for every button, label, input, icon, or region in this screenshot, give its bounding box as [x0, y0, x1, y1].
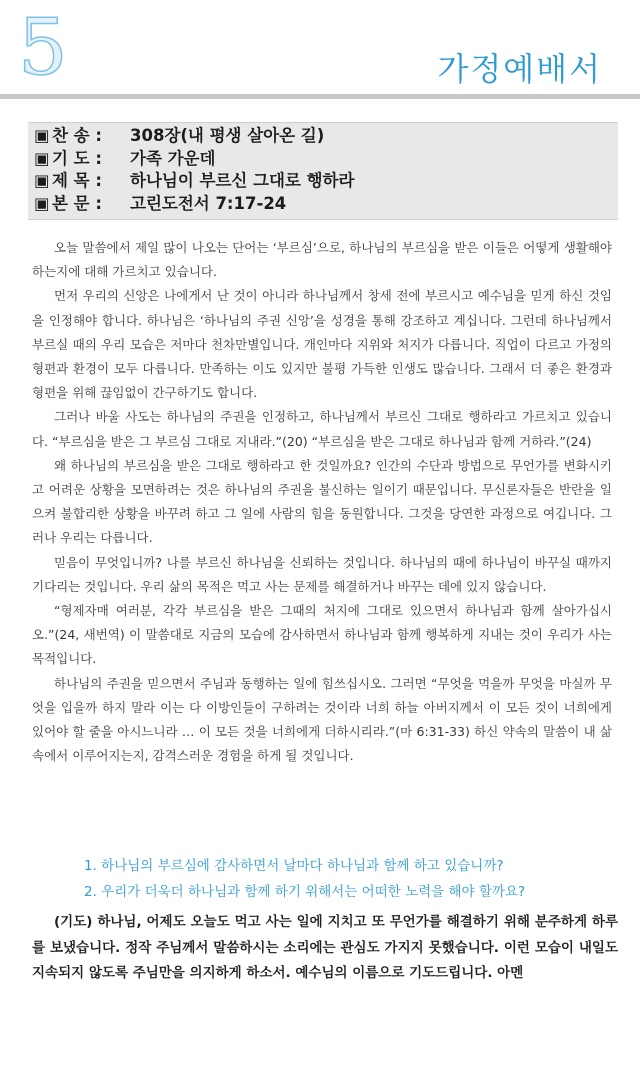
closing-prayer: (기도) 하나님, 어제도 오늘도 먹고 사는 일에 지치고 또 무언가를 해결하기 위해 분주하게 하루를 보냈습니다. 정작 주님께서 말씀하시는 소리에는 관심도 가지지 못했습니다. 이런 모습이 내일도 지속되지 않도록 주님만을 의지하게 하소서. 예수님의 이름으로 기도드립니다. 아멘: [32, 914, 618, 981]
info-row-title: [34, 170, 618, 193]
worship-info-box: [28, 122, 618, 220]
header-divider: [0, 94, 640, 99]
body-paragraph: 먼저 우리의 신앙은 나에게서 난 것이 아니라 하나님께서 창세 전에 부르시고 예수님을 믿게 하신 것임을 인정해야 합니다. 하나님은 ‘하나님의 주권 신앙’을 성경을 통해 강조하고 계십니다. 그런데 하나님께서 부르실 때의 우리 모습은 저마다 천차만별입니다. 개인마다 지위와 처지가 다릅니다. 직업이 다르고 가정의 형편과 환경이 모두 다릅니다. 만족하는 이도 있지만 불평 가득한 인생도 많습니다. 그래서 더 좋은 환경과 형편을 위해 끊임없이 간구하기도 합니다.: [32, 288, 612, 401]
info-value: 308장(내 평생 살아온 길): [130, 126, 325, 145]
sermon-body: [32, 236, 612, 768]
info-value: 고린도전서 7:17-24: [130, 193, 287, 213]
body-paragraph: “형제자매 여러분, 각각 부르심을 받은 그때의 처지에 그대로 있으면서 하나님과 함께 살아가십시오.”(24, 새번역) 이 말씀대로 지금의 모습에 감사하면서 하나님과 함께 행복하게 지내는 것이 우리가 사는 목적입니다.: [32, 603, 612, 667]
body-paragraph: 그러나 바울 사도는 하나님의 주권을 인정하고, 하나님께서 부르신 그대로 행하라고 가르치고 있습니다. “부르심을 받은 그 부르심 그대로 지내라.”(20) “부르심을 받은 그대로 하나님과 함께 거하라.”(24): [32, 409, 612, 449]
body-paragraph: 왜 하나님의 부르심을 받은 그대로 행하라고 한 것일까요? 인간의 수단과 방법으로 무언가를 변화시키고 어려운 상황을 모면하려는 것은 하나님의 주권을 불신하는 일이기 때문입니다. 무신론자들은 반란을 일으켜 불합리한 상황을 바꾸려 하고 그 일에 사람의 힘을 동원합니다. 그것을 당연한 과정으로 여깁니다. 그러나 우리는 다릅니다.: [32, 457, 612, 546]
info-label: 본 문 :: [52, 193, 102, 213]
info-row-hymn: [34, 125, 618, 148]
square-bullet-icon: ▣: [34, 126, 50, 145]
question-item: 2. 우리가 더욱더 하나님과 함께 하기 위해서는 어떠한 노력을 해야 할까요?: [84, 884, 526, 900]
question-item: 1. 하나님의 부르심에 감사하면서 날마다 하나님과 함께 하고 있습니까?: [84, 858, 504, 874]
square-bullet-icon: ▣: [34, 171, 50, 190]
page-title: 가정예배서: [437, 50, 602, 88]
body-paragraph: 하나님의 주권을 믿으면서 주님과 동행하는 일에 힘쓰십시오. 그러면 “무엇을 먹을까 무엇을 마실까 무엇을 입을까 하지 말라 이는 다 이방인들이 구하려는 것이라 너희 하늘 아버지께서 이 모든 것이 너희에게 있어야 할 줄을 아시느니라 … 이 모든 것을 너희에게 더하시리라.”(마 6:31-33) 하신 약속의 말씀이 내 삶속에서 이루어지는지, 감격스러운 경험을 하게 될 것입니다.: [32, 675, 612, 764]
body-paragraph: 믿음이 무엇입니까? 나를 부르신 하나님을 신뢰하는 것입니다. 하나님의 때에 하나님이 바꾸실 때까지 기다리는 것입니다. 우리 삶의 목적은 먹고 사는 문제를 해결하거나 바꾸는 데에 있지 않습니다.: [32, 554, 612, 594]
info-row-prayer: [34, 148, 618, 171]
chapter-number: 5: [18, 3, 68, 93]
square-bullet-icon: ▣: [34, 148, 50, 168]
page-header: [0, 0, 640, 100]
info-value: 가족 가운데: [130, 148, 216, 168]
body-paragraph: 오늘 말씀에서 제일 많이 나오는 단어는 ‘부르심’으로, 하나님의 부르심을 받은 이들은 어떻게 생활해야 하는지에 대해 가르치고 있습니다.: [32, 240, 612, 280]
square-bullet-icon: ▣: [34, 193, 50, 213]
info-label: 기 도 :: [52, 148, 102, 168]
info-row-scripture: [34, 193, 618, 216]
info-value: 하나님이 부르신 그대로 행하라: [130, 171, 355, 190]
discussion-questions: [84, 853, 614, 905]
info-label: 제 목 :: [52, 171, 102, 190]
info-label: 찬 송 :: [52, 126, 102, 145]
